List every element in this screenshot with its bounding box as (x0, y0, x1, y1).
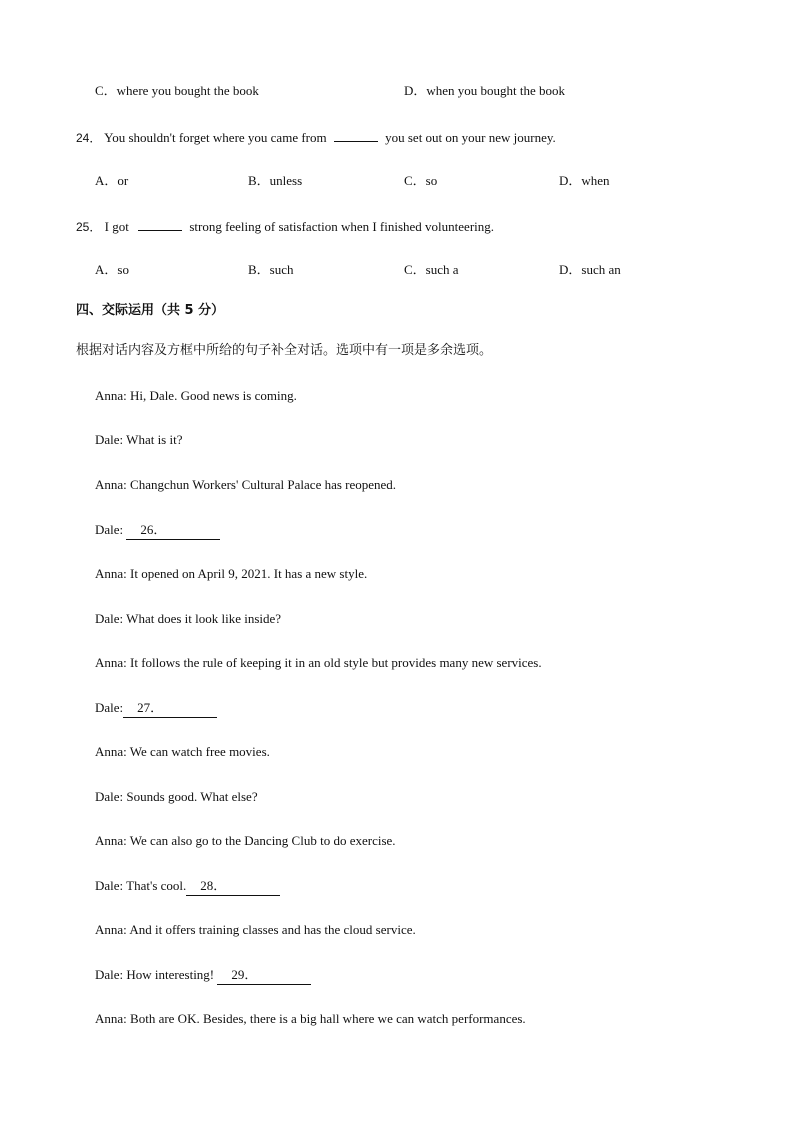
speaker-label: Dale: (95, 611, 124, 626)
dialogue-text: It follows the rule of keeping it in an old style but provides many new services. (130, 655, 542, 670)
q24-option-d: D．when (559, 173, 610, 188)
q24-answer-blank[interactable] (334, 127, 378, 142)
blank-number: 26． (140, 522, 167, 537)
q25-option-a: A．so (95, 262, 129, 277)
dialogue-text: And it offers training classes and has the cloud service. (129, 922, 416, 937)
answer-blank-26[interactable] (126, 521, 220, 540)
speaker-label: Anna: (95, 566, 127, 581)
q25-stem-before: I got (104, 219, 129, 234)
dialogue-line (95, 654, 542, 672)
blank-number: 27． (137, 700, 164, 715)
speaker-label: Anna: (95, 833, 127, 848)
blank-number: 29． (231, 967, 258, 982)
q25-answer-blank[interactable] (138, 216, 182, 231)
q25-option-b: B．such (248, 262, 294, 277)
q25-stem (76, 216, 494, 236)
speaker-label: Anna: (95, 744, 127, 759)
dialogue-text: We can watch free movies. (129, 744, 270, 759)
q24-number: 24． (76, 131, 102, 145)
q24-option-c: C．so (404, 173, 438, 188)
speaker-label: Anna: (95, 477, 127, 492)
speaker-label: Anna: (95, 922, 127, 937)
q23-option-d: D．when you bought the book (404, 83, 566, 98)
q24-option-b: B．unless (248, 173, 303, 188)
dialogue-line (95, 832, 396, 850)
q25-stem-after: strong feeling of satisfaction when I finished volunteering. (189, 219, 495, 234)
dialogue-line (95, 966, 311, 985)
dialogue-line (95, 699, 217, 718)
speaker-label: Dale: (95, 432, 124, 447)
dialogue-text: What does it look like inside? (126, 611, 282, 626)
answer-blank-28[interactable] (186, 877, 280, 896)
speaker-label: Dale: (95, 967, 124, 982)
dialogue-line (95, 1010, 526, 1028)
q23-option-c: C．where you bought the book (95, 83, 259, 98)
answer-blank-27[interactable] (123, 699, 217, 718)
dialogue-line (95, 743, 270, 761)
speaker-label: Anna: (95, 655, 127, 670)
dialogue-text: We can also go to the Dancing Club to do exercise. (129, 833, 396, 848)
dialogue-text: How interesting! (126, 967, 215, 982)
dialogue-text: It opened on April 9, 2021. It has a new style. (130, 566, 368, 581)
q25-number: 25． (76, 220, 102, 234)
q25-option-c: C．such a (404, 262, 459, 277)
dialogue-line (95, 788, 258, 806)
dialogue-line (95, 521, 220, 540)
dialogue-line (95, 877, 280, 896)
dialogue-text: What is it? (126, 432, 183, 447)
dialogue-line (95, 610, 281, 628)
dialogue-line (95, 387, 297, 405)
speaker-label: Dale: (95, 878, 124, 893)
blank-number: 28． (200, 878, 227, 893)
speaker-label: Anna: (95, 388, 127, 403)
dialogue-line (95, 565, 367, 583)
speaker-label: Anna: (95, 1011, 127, 1026)
dialogue-text: Changchun Workers' Cultural Palace has reopened. (130, 477, 397, 492)
dialogue-text: Both are OK. Besides, there is a big hall where we can watch performances. (130, 1011, 526, 1026)
answer-blank-29[interactable] (217, 966, 311, 985)
dialogue-line (95, 921, 416, 939)
q25-option-d: D．such an (559, 262, 621, 277)
q24-stem-before: You shouldn't forget where you came from (104, 130, 327, 145)
dialogue-line (95, 476, 396, 494)
dialogue-line (95, 431, 183, 449)
section-instruction: 根据对话内容及方框中所给的句子补全对话。选项中有一项是多余选项。 (76, 343, 493, 358)
section-heading: 四、交际运用（共 5 分） (76, 303, 225, 318)
dialogue-text: Hi, Dale. Good news is coming. (130, 388, 297, 403)
dialogue-text: Sounds good. What else? (126, 789, 258, 804)
speaker-label: Dale: (95, 789, 124, 804)
dialogue-text: That's cool. (126, 878, 187, 893)
speaker-label: Dale: (95, 522, 124, 537)
q24-option-a: A．or (95, 173, 129, 188)
speaker-label: Dale: (95, 700, 124, 715)
q24-stem (76, 127, 556, 147)
q24-stem-after: you set out on your new journey. (385, 130, 556, 145)
